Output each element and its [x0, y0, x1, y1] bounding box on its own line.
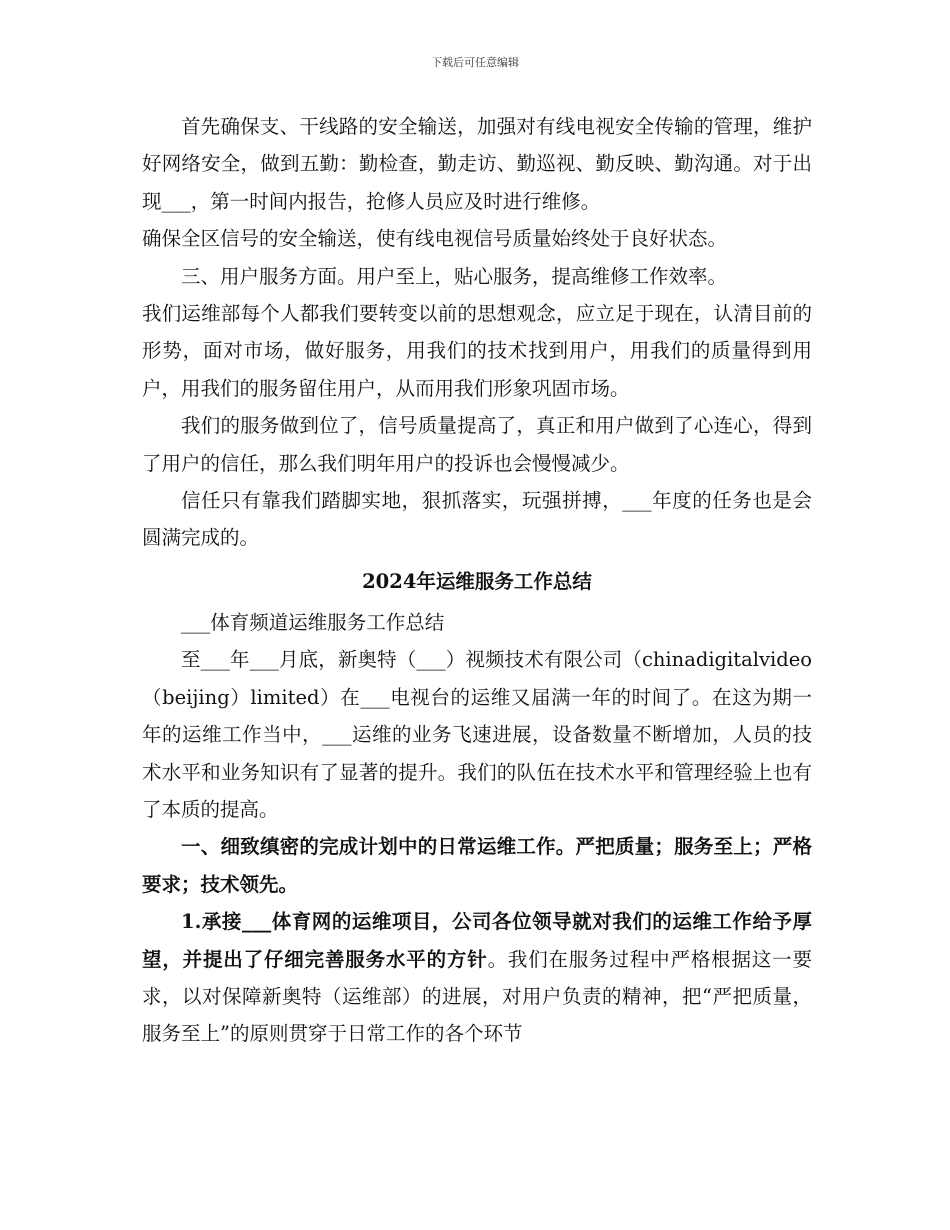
paragraph-signal-safety: 确保全区信号的安全输送，使有线电视信号质量始终处于良好状态。 [142, 227, 728, 251]
section-title: 2024年运维服务工作总结 [362, 569, 592, 593]
heading-daily-ops: 一、细致缜密的完成计划中的日常运维工作。严把质量；服务至上；严格要求；技术领先。 [142, 835, 812, 896]
item1-rest-text: 。我们在服务过程中严格根据这一要求，以对保障新奥特（运维部）的进展，对用户负责的精神，把“严把质量，服务至上”的原则贯穿于日常工作的各个环节 [142, 947, 812, 1046]
item1-bold-text: 1.承接___体育网的运维项目，公司各位领导就对我们的运维工作给予厚望，并提出了仔细完善服务水平的方针 [142, 910, 812, 971]
paragraph-service-quality: 我们的服务做到位了，信号质量提高了，真正和用户做到了心连心，得到了用户的信任，那么我们明年用户的投诉也会慢慢减少。 [142, 414, 812, 475]
paragraph-intro: 至___年___月底，新奥特（___）视频技术有限公司（chinadigitalvideo（beijing）limited）在___电视台的运维又届满一年的时间了。在这为期一年的运维工作当中，___运维的业务飞速进展，设备数量不断增加，人员的技术水平和业务知识有了显著的提升。我们的队伍在技术水平和管理经验上也有了本质的提高。 [142, 648, 812, 821]
paragraph-item1 [142, 903, 812, 1053]
paragraph-trust: 信任只有靠我们踏脚实地，狠抓落实，玩强拼搏，___年度的任务也是会圆满完成的。 [142, 489, 812, 550]
paragraph-mindset: 我们运维部每个人都我们要转变以前的思想观念，应立足于现在，认清目前的形势，面对市场，做好服务，用我们的技术找到用户，用我们的质量得到用户，用我们的服务留住用户，从而用我们形象巩固市场。 [142, 302, 812, 400]
paragraph-transmission: 首先确保支、干线路的安全输送，加强对有线电视安全传输的管理，维护好网络安全，做到五勤：勤检查，勤走访、勤巡视、勤反映、勤沟通。对于出现___，第一时间内报告，抢修人员应及时进行维修。 [142, 115, 812, 213]
document-body [142, 108, 812, 1053]
paragraph-subtitle: ___体育频道运维服务工作总结 [181, 610, 445, 634]
paragraph-user-service-heading: 三、用户服务方面。用户至上，贴心服务，提高维修工作效率。 [181, 264, 728, 288]
page-header: 下载后可任意编辑 [431, 56, 519, 69]
